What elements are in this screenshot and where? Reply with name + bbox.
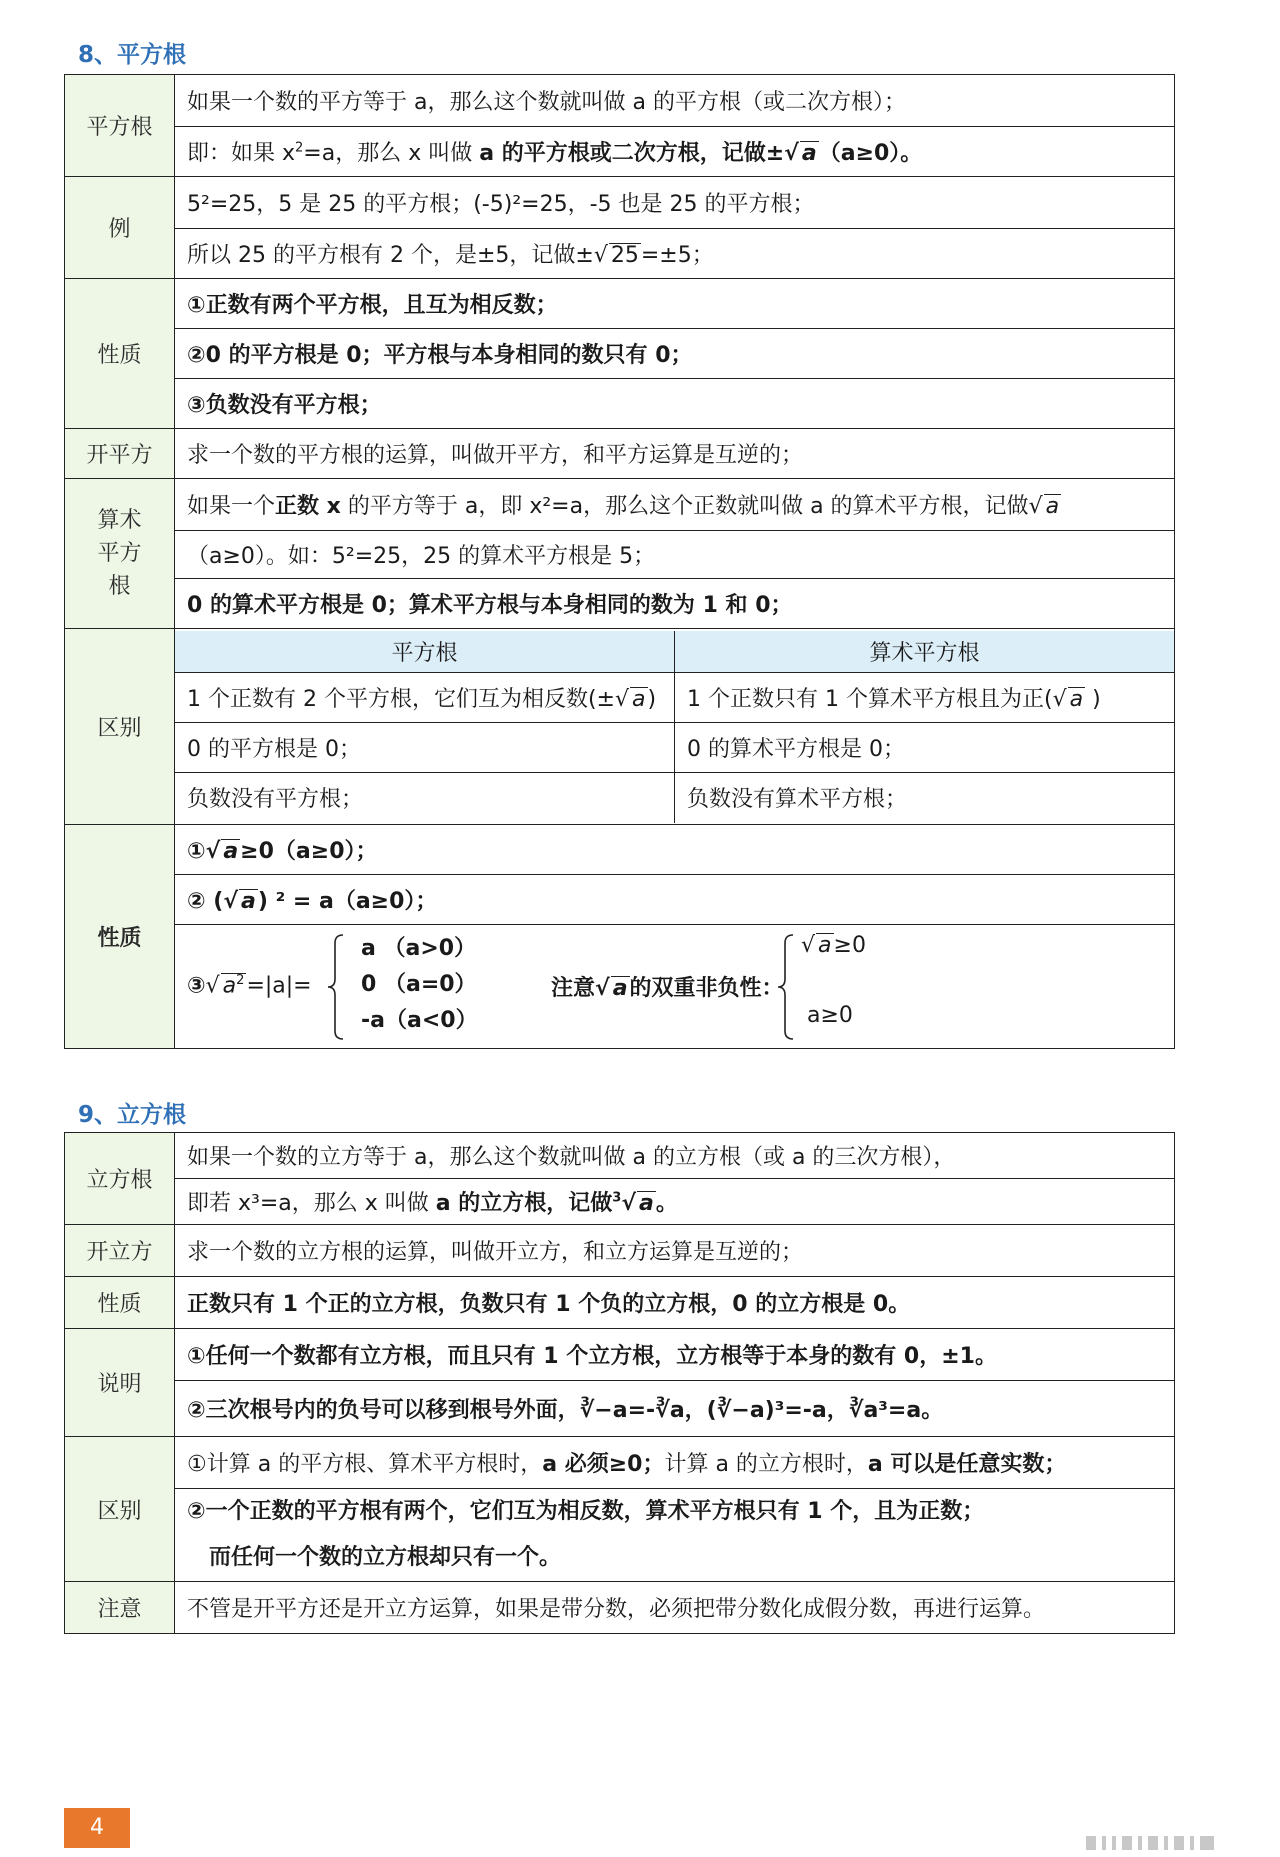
label-difference: 区别 [65,629,175,825]
label-arithmetic-root: 算术平方根 [65,479,175,629]
left-brace-icon [325,933,349,1041]
label-cube-difference: 区别 [65,1437,175,1582]
double-nonneg-note: 注意√ a的双重非负性： [551,976,784,1001]
arith-root-line2: （a≥0）。如：5²=25，25 的算术平方根是 5； [175,531,1175,579]
sqrt-definition-line2: 即：如果 $x^2=a$，那么 x 叫做 a 的平方根或二次方根，记做±√ a（a≥0）。 [175,127,1175,177]
extract-square-root-text: 求一个数的平方根的运算，叫做开平方，和平方运算是互逆的； [175,429,1175,479]
diff-cell: 1 个正数只有 1 个算术平方根且为正(√ a ) [675,673,1175,723]
diff-cell: 1 个正数有 2 个平方根，它们互为相反数(±√ a) [175,673,675,723]
formula-property-2: ② (√ a) ² = a（a≥0）； [175,875,1175,925]
label-property: 性质 [65,279,175,429]
note-case-2: a≥0 [807,1003,853,1028]
sqrt-definition-line1: 如果一个数的平方等于 a，那么这个数就叫做 a 的平方根（或二次方根）； [175,75,1175,127]
label-square-root: 平方根 [65,75,175,177]
explanation-2: ②三次根号内的负号可以移到根号外面，∛−a=-∛a，(∛−a)³=-a，∛a³=a。 [175,1381,1175,1437]
label-cube-property: 性质 [65,1277,175,1329]
label-extract-cube-root: 开立方 [65,1225,175,1277]
cube-definition-line1: 如果一个数的立方等于 a，那么这个数就叫做 a 的立方根（或 a 的三次方根）， [175,1133,1175,1179]
difference-table [175,631,1174,823]
label-extract-square-root: 开平方 [65,429,175,479]
explanation-1: ①任何一个数都有立方根，而且只有 1 个立方根，立方根等于本身的数有 0，±1。 [175,1329,1175,1381]
formula-property-1: ①√ a≥0（a≥0）； [175,825,1175,875]
diff-header-arith-root: 算术平方根 [675,631,1175,673]
page-number-badge: 4 [64,1808,130,1848]
arith-root-line1: 如果一个正数 x 的平方等于 a，即 x²=a，那么这个正数就叫做 a 的算术平方根，记做√ a [175,479,1175,531]
cube-difference-2: ②一个正数的平方根有两个，它们互为相反数，算术平方根只有 1 个，且为正数； 而任何一个数的立方根却只有一个。 [175,1489,1175,1582]
label-attention: 注意 [65,1582,175,1634]
attention-text: 不管是开平方还是开立方运算，如果是带分数，必须把带分数化成假分数，再进行运算。 [175,1582,1175,1634]
extract-cube-root-text: 求一个数的立方根的运算，叫做开立方，和立方运算是互逆的； [175,1225,1175,1277]
label-formula-property: 性质 [65,825,175,1049]
cube-difference-1: ①计算 a 的平方根、算术平方根时，a 必须≥0；计算 a 的立方根时，a 可以是任意实数； [175,1437,1175,1489]
label-explanation: 说明 [65,1329,175,1437]
example-line1: 5²=25，5 是 25 的平方根；(-5)²=25，-5 也是 25 的平方根； [175,177,1175,229]
property-2: ②0 的平方根是 0；平方根与本身相同的数只有 0； [175,329,1175,379]
property-1: ①正数有两个平方根，且互为相反数； [175,279,1175,329]
arith-root-line3: 0 的算术平方根是 0；算术平方根与本身相同的数为 1 和 0； [175,579,1175,629]
left-brace-icon [775,933,799,1041]
label-example: 例 [65,177,175,279]
example-line2: 所以 25 的平方根有 2 个，是±5，记做±√ 25=±5； [175,229,1175,279]
diff-header-square-root: 平方根 [175,631,675,673]
note-case-1: √ a≥0 [801,933,866,958]
diff-cell: 负数没有算术平方根； [675,773,1175,823]
diff-cell: 负数没有平方根； [175,773,675,823]
watermark-logo-icon [1086,1834,1266,1852]
diff-cell: 0 的平方根是 0； [175,723,675,773]
property-3: ③负数没有平方根； [175,379,1175,429]
diff-cell: 0 的算术平方根是 0； [675,723,1175,773]
cube-root-table [64,1132,1175,1634]
cube-definition-line2: 即若 x³=a，那么 x 叫做 a 的立方根，记做$^3$√ a。 [175,1179,1175,1225]
cube-property-text: 正数只有 1 个正的立方根，负数只有 1 个负的立方根，0 的立方根是 0。 [175,1277,1175,1329]
section-8-title: 8、平方根 [78,42,187,68]
label-cube-root: 立方根 [65,1133,175,1225]
piecewise-cases: a （a>0） 0 （a=0） -a（a<0） [361,936,478,1033]
formula-property-3: ③√ $a^2=|a|=$ a （a>0） 0 （a=0） -a（a<0） 注意√ a的双重非负性： √ a≥0 a≥0 [175,925,1175,1049]
section-9-title: 9、立方根 [78,1102,187,1128]
square-root-table [64,74,1175,1049]
